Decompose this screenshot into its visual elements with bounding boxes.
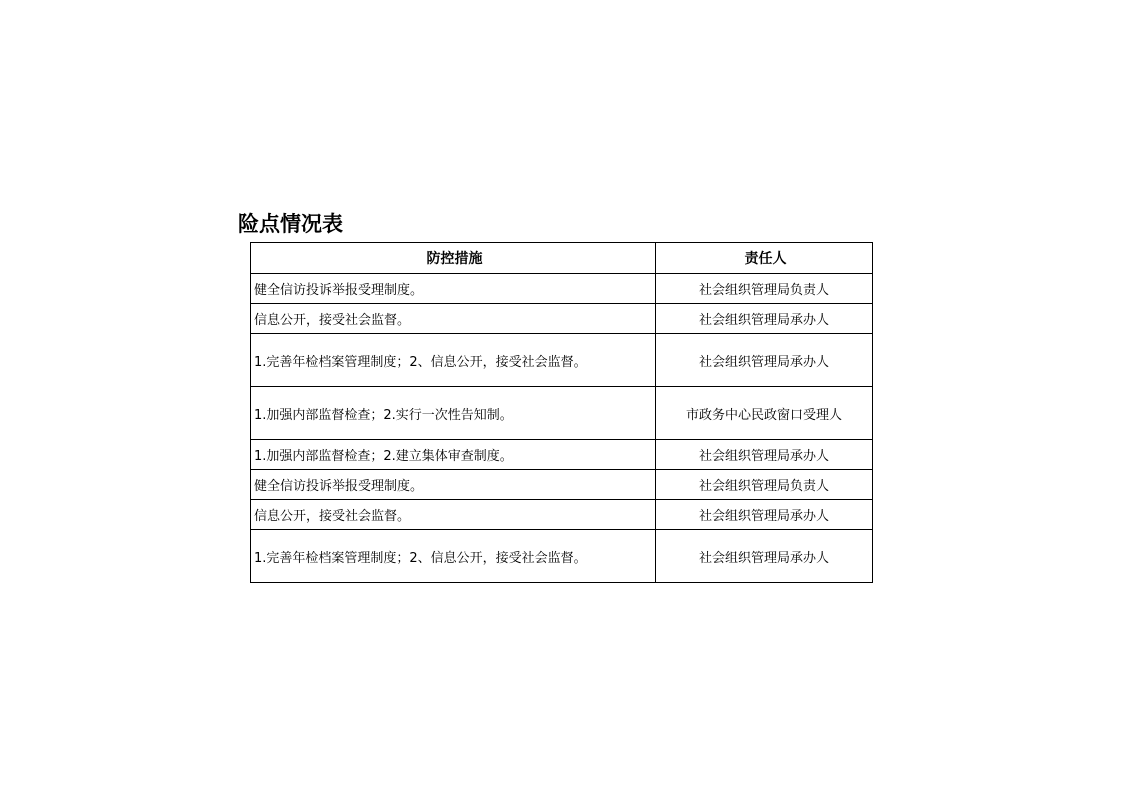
owner-cell: 社会组织管理局承办人 (656, 304, 873, 334)
measure-cell: 1.加强内部监督检查；2.建立集体审查制度。 (251, 440, 656, 470)
table-row (251, 500, 873, 530)
table-row (251, 304, 873, 334)
owner-cell: 社会组织管理局承办人 (656, 500, 873, 530)
owner-cell: 社会组织管理局承办人 (656, 334, 873, 387)
header-measures: 防控措施 (251, 243, 656, 274)
risk-table (250, 242, 873, 583)
owner-cell: 社会组织管理局负责人 (656, 470, 873, 500)
owner-cell: 社会组织管理局承办人 (656, 440, 873, 470)
measure-cell: 1.加强内部监督检查；2.实行一次性告知制。 (251, 387, 656, 440)
measure-cell: 1.完善年检档案管理制度；2、信息公开，接受社会监督。 (251, 530, 656, 583)
measure-cell: 信息公开，接受社会监督。 (251, 304, 656, 334)
title-region (238, 208, 390, 240)
table-row (251, 470, 873, 500)
table-row (251, 274, 873, 304)
table-row (251, 334, 873, 387)
owner-cell: 社会组织管理局负责人 (656, 274, 873, 304)
measure-cell: 健全信访投诉举报受理制度。 (251, 274, 656, 304)
page-title: 险点情况表 (238, 212, 343, 236)
owner-cell: 社会组织管理局承办人 (656, 530, 873, 583)
header-owner: 责任人 (656, 243, 873, 274)
measure-cell: 信息公开，接受社会监督。 (251, 500, 656, 530)
table-row (251, 530, 873, 583)
owner-cell: 市政务中心民政窗口受理人 (656, 387, 873, 440)
table-row (251, 387, 873, 440)
table-row (251, 440, 873, 470)
table-body (251, 274, 873, 583)
measure-cell: 1.完善年检档案管理制度；2、信息公开，接受社会监督。 (251, 334, 656, 387)
table-header-row (251, 243, 873, 274)
measure-cell: 健全信访投诉举报受理制度。 (251, 470, 656, 500)
